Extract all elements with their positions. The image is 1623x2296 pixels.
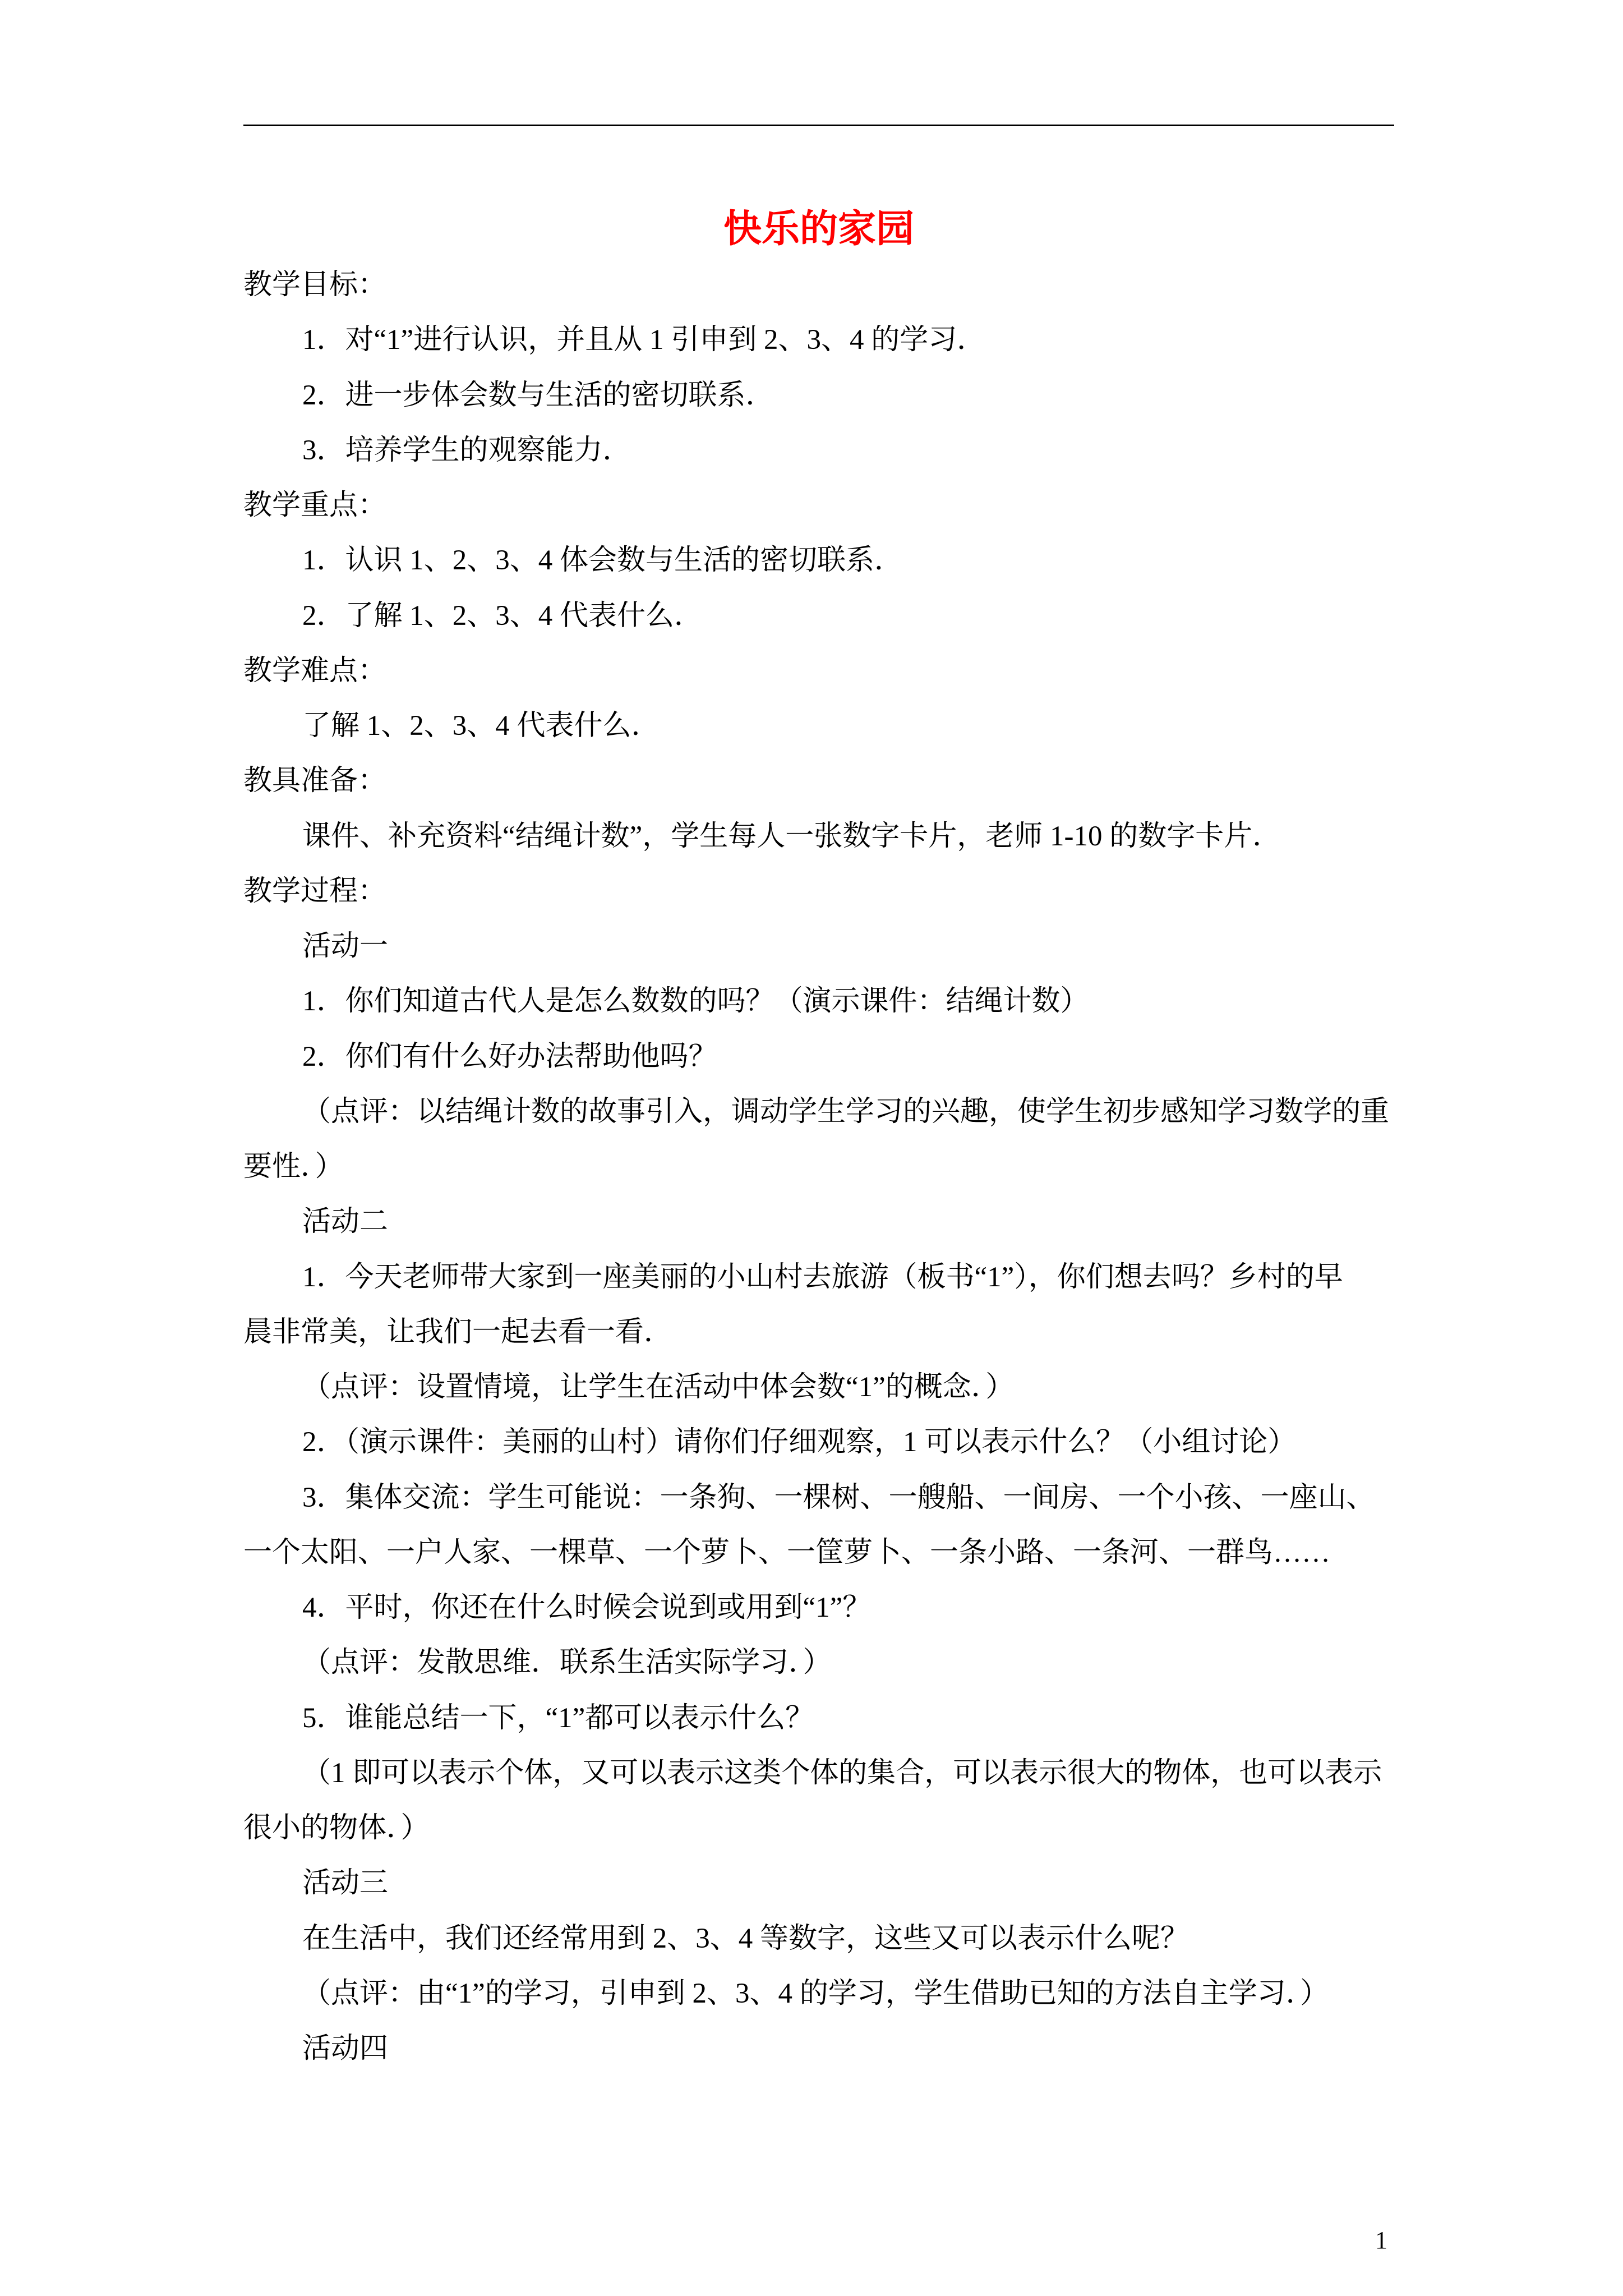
- difficulty-item: 了解 1、2、3、4 代表什么．: [302, 710, 660, 742]
- objective-item: 3．培养学生的观察能力．: [302, 434, 631, 466]
- paragraph-line: 在生活中，我们还经常用到 2、3、4 等数字，这些又可以表示什么呢？: [302, 1922, 1189, 1954]
- section-heading-objectives: 教学目标：: [243, 269, 387, 301]
- paragraph-continuation-line: 一个太阳、一户人家、一棵草、一个萝卜、一筐萝卜、一条小路、一条河、一群鸟……: [243, 1536, 1331, 1568]
- activity-title-1: 活动一: [302, 931, 389, 962]
- comment-continuation-line: 要性．）: [243, 1151, 344, 1182]
- paragraph-line: 3．集体交流：学生可能说：一条狗、一棵树、一艘船、一间房、一个小孩、一座山、: [302, 1481, 1375, 1513]
- document-title: 快乐的家园: [723, 208, 914, 250]
- paragraph-line: 4．平时，你还在什么时候会说到或用到“1”？: [302, 1592, 872, 1623]
- paragraph-line: 2．你们有什么好办法帮助他吗？: [302, 1041, 717, 1073]
- comment-continuation-line: 很小的物体．）: [243, 1812, 430, 1844]
- comment-line: （点评：以结绳计数的故事引入，调动学生学习的兴趣，使学生初步感知学习数学的重: [302, 1096, 1390, 1128]
- paragraph-line: 2．（演示课件：美丽的山村）请你们仔细观察，1 可以表示什么？（小组讨论）: [302, 1427, 1297, 1458]
- activity-title-2: 活动二: [302, 1206, 389, 1238]
- document-body: [243, 257, 1394, 2076]
- objective-item: 2．进一步体会数与生活的密切联系．: [302, 379, 774, 411]
- comment-line: （点评：由“1”的学习，引申到 2、3、4 的学习，学生借助已知的方法自主学习．）: [302, 1977, 1329, 2009]
- key-point-item: 1．认识 1、2、3、4 体会数与生活的密切联系．: [302, 545, 903, 577]
- activity-title-4: 活动四: [302, 2033, 389, 2064]
- comment-line: （点评：设置情境，让学生在活动中体会数“1”的概念．）: [302, 1372, 1015, 1403]
- comment-line: （1 即可以表示个体，又可以表示这类个体的集合，可以表示很大的物体，也可以表示: [302, 1757, 1382, 1789]
- paragraph-line: 1．今天老师带大家到一座美丽的小山村去旅游（板书“1”），你们想去吗？乡村的早: [302, 1261, 1343, 1293]
- paragraph-line: 5．谁能总结一下，“1”都可以表示什么？: [302, 1702, 814, 1734]
- comment-line: （点评：发散思维．联系生活实际学习．）: [302, 1647, 832, 1679]
- key-point-item: 2．了解 1、2、3、4 代表什么．: [302, 600, 703, 632]
- section-heading-difficulties: 教学难点：: [243, 655, 387, 687]
- header-rule: [243, 125, 1394, 126]
- paragraph-line: 1．你们知道古代人是怎么数数的吗？（演示课件：结绳计数）: [302, 986, 1089, 1018]
- objective-item: 1．对“1”进行认识，并且从 1 引申到 2、3、4 的学习．: [302, 324, 986, 356]
- section-heading-materials: 教具准备：: [243, 765, 387, 797]
- paragraph-continuation-line: 晨非常美，让我们一起去看一看．: [243, 1316, 673, 1348]
- materials-item: 课件、补充资料“结绳计数”，学生每人一张数字卡片，老师 1-10 的数字卡片．: [302, 820, 1281, 852]
- page-number: 1: [1375, 2226, 1387, 2254]
- section-heading-process: 教学过程：: [243, 875, 387, 907]
- section-heading-key-points: 教学重点：: [243, 490, 387, 521]
- activity-title-3: 活动三: [302, 1867, 389, 1899]
